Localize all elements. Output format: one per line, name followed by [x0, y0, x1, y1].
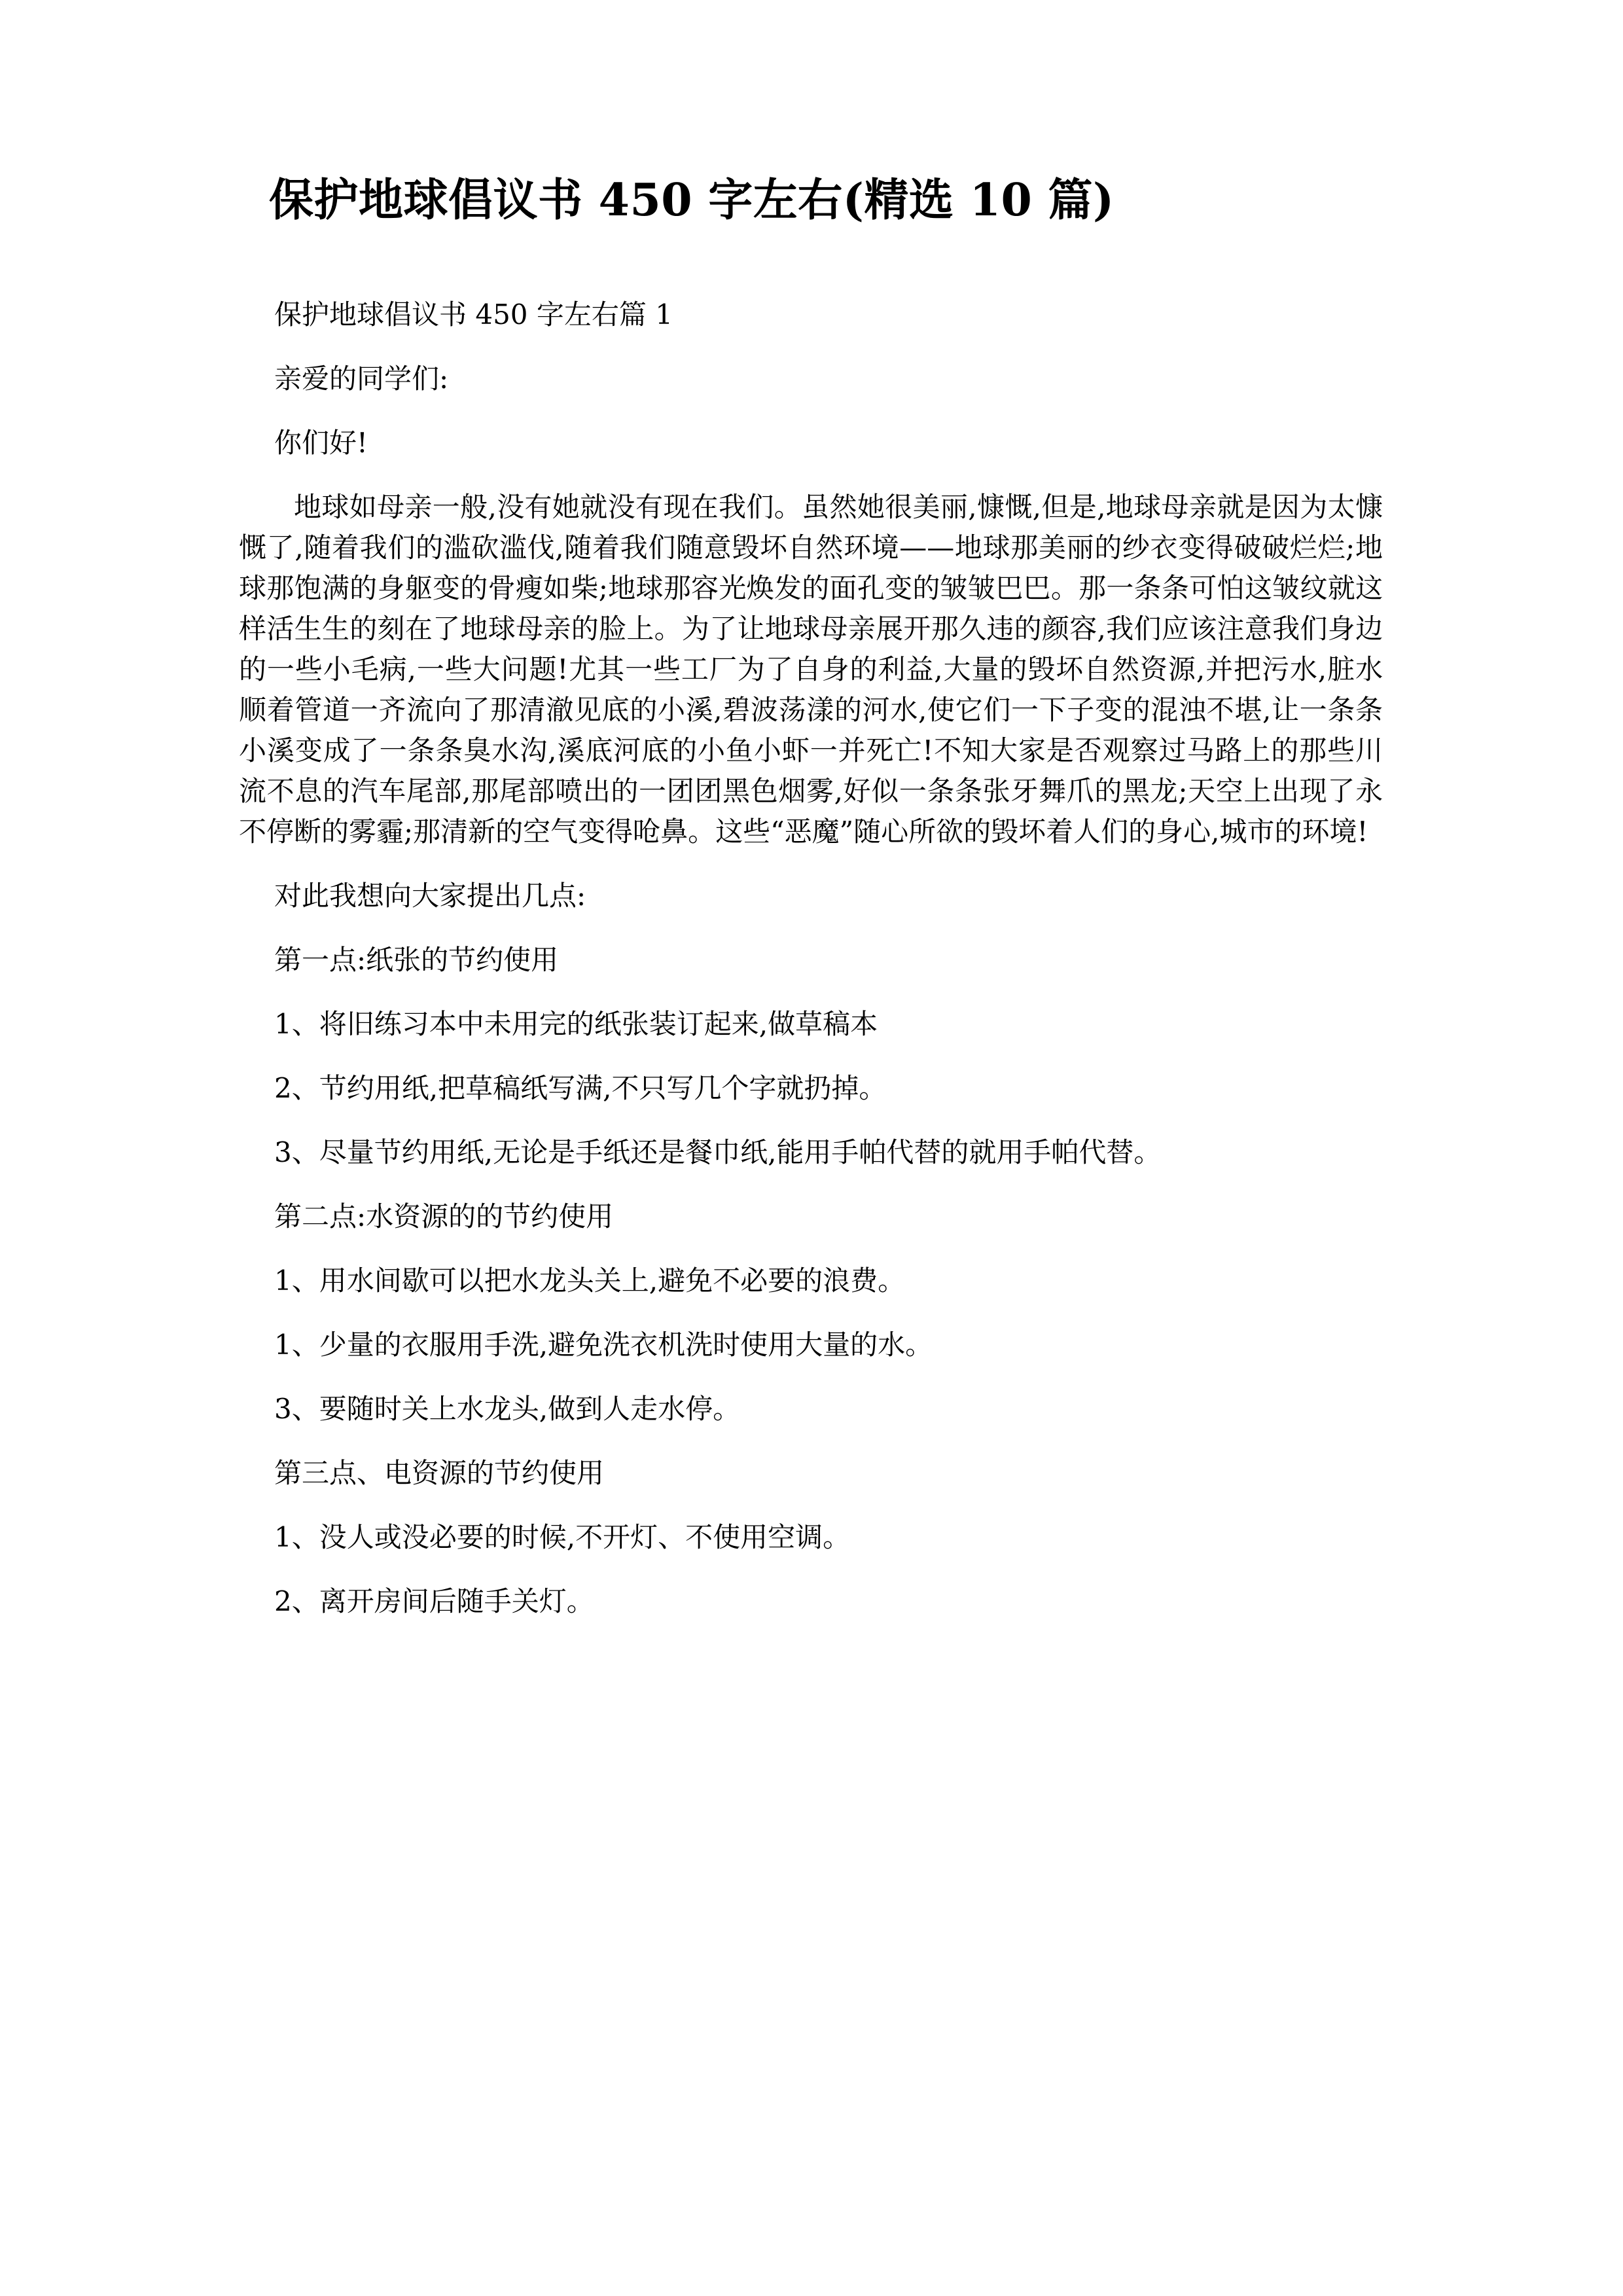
list-item: 2、节约用纸,把草稿纸写满,不只写几个字就扔掉。	[274, 1072, 887, 1104]
article-subtitle: 保护地球倡议书 450 字左右篇 1	[274, 298, 673, 331]
list-item: 1、没人或没必要的时候,不开灯、不使用空调。	[274, 1521, 851, 1553]
transition-line: 对此我想向大家提出几点:	[274, 880, 586, 912]
page-title: 保护地球倡议书 450 字左右(精选 10 篇)	[269, 174, 1115, 226]
salutation: 亲爱的同学们:	[274, 363, 449, 395]
list-item: 1、将旧练习本中未用完的纸张装订起来,做草稿本	[274, 1008, 878, 1040]
section-heading-3: 第三点、电资源的节约使用	[274, 1457, 605, 1489]
list-item: 1、少量的衣服用手洗,避免洗衣机洗时使用大量的水。	[274, 1329, 933, 1361]
greeting: 你们好!	[274, 427, 368, 459]
section-heading-1: 第一点:纸张的节约使用	[274, 944, 559, 976]
list-item: 1、用水间歇可以把水龙头关上,避免不必要的浪费。	[274, 1265, 906, 1297]
body-paragraph: 地球如母亲一般,没有她就没有现在我们。虽然她很美丽,慷慨,但是,地球母亲就是因为太慷慨了,随着我们的滥砍滥伐,随着我们随意毁坏自然环境——地球那美丽的纱衣变得破破烂烂;地球那饱满的身躯变的骨瘦如柴;地球那容光焕发的面孔变的皱皱巴巴。那一条条可怕这皱纹就这样活生生的刻在了地球母亲的脸上。为了让地球母亲展开那久违的颜容,我们应该注意我们身边的一些小毛病,一些大问题!尤其一些工厂为了自身的利益,大量的毁坏自然资源,并把污水,脏水顺着管道一齐流向了那清澈见底的小溪,碧波荡漾的河水,使它们一下子变的混浊不堪,让一条条小溪变成了一条条臭水沟,溪底河底的小鱼小虾一并死亡!不知大家是否观察过马路上的那些川流不息的汽车尾部,那尾部喷出的一团团黑色烟雾,好似一条条张牙舞爪的黑龙;天空上出现了永不停断的雾霾;那清新的空气变得呛鼻。这些“恶魔”随心所欲的毁坏着人们的身心,城市的环境!	[239, 491, 1383, 848]
list-item: 3、尽量节约用纸,无论是手纸还是餐巾纸,能用手帕代替的就用手帕代替。	[274, 1136, 1162, 1168]
list-item: 3、要随时关上水龙头,做到人走水停。	[274, 1393, 741, 1425]
section-heading-2: 第二点:水资源的的节约使用	[274, 1200, 614, 1232]
list-item: 2、离开房间后随手关灯。	[274, 1585, 594, 1617]
document-content	[239, 169, 1383, 1645]
